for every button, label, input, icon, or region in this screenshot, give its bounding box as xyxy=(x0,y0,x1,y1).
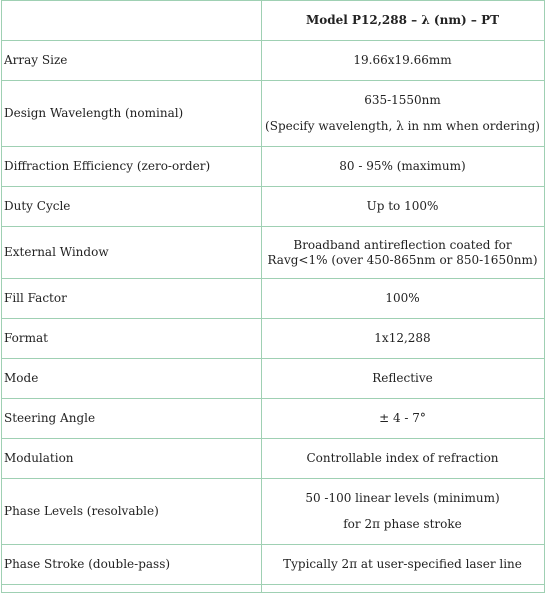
spec-value xyxy=(262,479,545,545)
table-row-duty-cycle xyxy=(2,187,545,227)
table-row-steering-angle xyxy=(2,399,545,439)
specifications-table xyxy=(1,0,545,593)
spec-value-line: 635-1550nm xyxy=(364,93,441,107)
table-header-row xyxy=(2,1,545,41)
spec-label: Phase Levels (resolvable) xyxy=(2,479,262,545)
spec-value: 19.66x19.66mm xyxy=(262,41,545,81)
spec-label: Steering Angle xyxy=(2,399,262,439)
spec-value-line: 50 -100 linear levels (minimum) xyxy=(305,491,500,505)
spec-value: Reflective xyxy=(262,359,545,399)
table-row-array-size xyxy=(2,41,545,81)
table-row-diffraction-efficiency xyxy=(2,147,545,187)
table-row-fill-factor xyxy=(2,279,545,319)
spec-label: Fill Factor xyxy=(2,279,262,319)
table-row-phase-stroke xyxy=(2,545,545,585)
table-row-design-wavelength xyxy=(2,81,545,147)
spec-value-line: for 2π phase stroke xyxy=(343,517,462,531)
table-row-format xyxy=(2,319,545,359)
table-row-mode xyxy=(2,359,545,399)
spec-label: Duty Cycle xyxy=(2,187,262,227)
spec-label: Modulation xyxy=(2,439,262,479)
spec-label: Diffraction Efficiency (zero-order) xyxy=(2,147,262,187)
spec-label: Format xyxy=(2,319,262,359)
model-name-cell: Model P12,288 – λ (nm) – PT xyxy=(262,1,545,41)
spec-label: Phase Stroke (double-pass) xyxy=(2,545,262,585)
spec-value: 100% xyxy=(262,279,545,319)
spec-value: 80 - 95% (maximum) xyxy=(262,147,545,187)
spec-value: Typically 2π at user-specified laser line xyxy=(262,545,545,585)
table-row-external-window xyxy=(2,227,545,279)
table-row-modulation xyxy=(2,439,545,479)
spec-label: Design Wavelength (nominal) xyxy=(2,81,262,147)
header-label-cell xyxy=(2,1,262,41)
spec-value: Up to 100% xyxy=(262,187,545,227)
spec-value: 1x12,288 xyxy=(262,319,545,359)
table-row-phase-levels xyxy=(2,479,545,545)
spec-value: Broadband antireflection coated for Ravg<1% (over 450-865nm or 850-1650nm) xyxy=(262,227,545,279)
spec-label: External Window xyxy=(2,227,262,279)
spec-value: Controllable index of refraction xyxy=(262,439,545,479)
spec-label: Mode xyxy=(2,359,262,399)
spec-value: ± 4 - 7° xyxy=(262,399,545,439)
spec-label: Array Size xyxy=(2,41,262,81)
spec-value-note: (Specify wavelength, λ in nm when ordering) xyxy=(265,119,540,133)
spec-value xyxy=(262,81,545,147)
